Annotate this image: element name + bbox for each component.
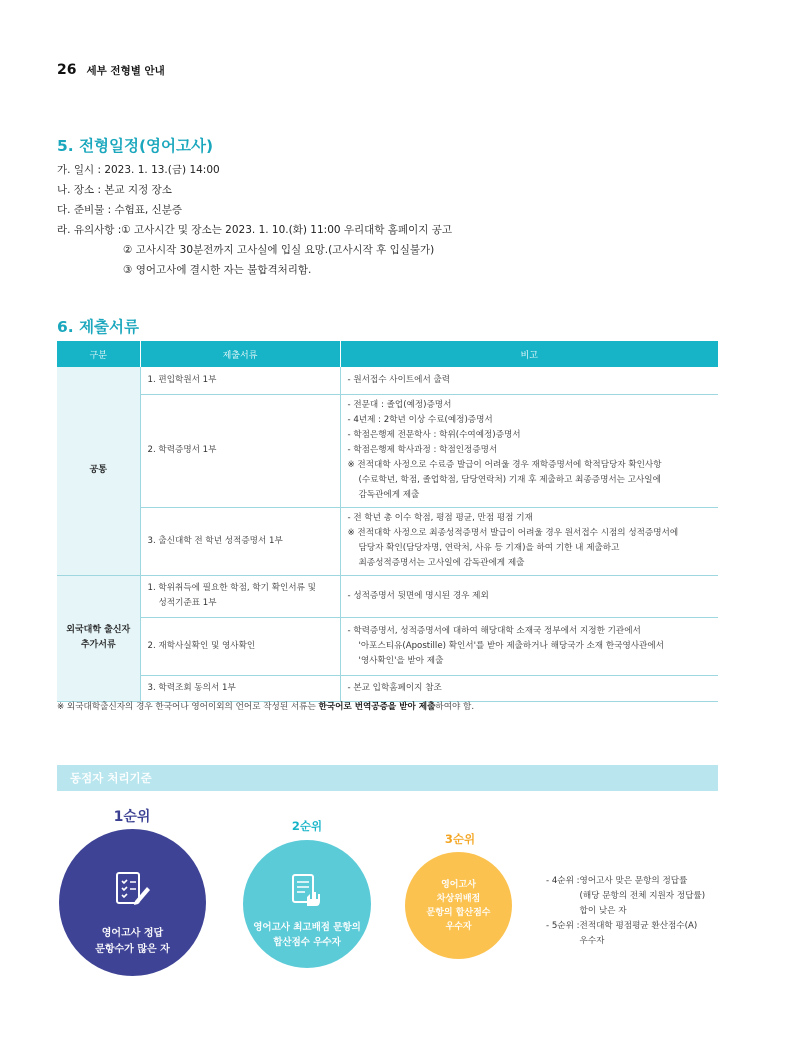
table-row [57, 575, 718, 617]
table-row [57, 617, 718, 675]
rank4-label: - 4순위 : [546, 876, 580, 886]
note-line: - 원서접수 사이트에서 출력 [347, 374, 451, 385]
doc-cell: 2. 재학사실확인 및 영사확인 [140, 617, 340, 675]
doc-cell: 3. 출신대학 전 학년 성적증명서 1부 [140, 507, 340, 575]
note-line: 최종성적증명서는 고사일에 감독관에게 제출 [358, 558, 525, 568]
table-row [57, 507, 718, 575]
section5-info [57, 160, 452, 280]
footnote-text-end: 하여야 함. [435, 702, 475, 712]
rank2-text-2: 합산점수 우수자 [273, 936, 341, 948]
note-3: ③ 영어고사에 결시한 자는 불합격처리함. [123, 264, 312, 276]
document-hand-icon [289, 873, 325, 914]
note-cell [340, 507, 718, 575]
note-line: '영사확인'을 받아 제출 [358, 655, 444, 666]
rank5-text [580, 919, 698, 949]
rank2-text-1: 영어고사 최고배점 문항의 [253, 921, 361, 933]
note-cell [340, 367, 718, 394]
documents-table [57, 341, 718, 702]
footnote-bold: 한국어로 번역공증을 받아 제출 [318, 702, 436, 712]
note-line: 담당자 확인(담당자명, 연락처, 사유 등 기재)을 하여 기한 내 제출하고 [358, 543, 620, 553]
note-line: ※ 전적대학 사정으로 최종성적증명서 발급이 어려울 경우 원서접수 시점의 성적증명서에 [347, 528, 679, 538]
section6-title: 6. 제출서류 [57, 318, 139, 336]
rank2-label: 2순위 [291, 819, 323, 833]
doc-cell: 1. 편입학원서 1부 [140, 367, 340, 394]
category-common: 공통 [57, 367, 140, 575]
tiebreak-title: 동점자 처리기준 [57, 765, 718, 791]
notes-label: 라. 유의사항 : [57, 224, 122, 236]
note-line: - 본교 입학홈페이지 참조 [347, 682, 442, 693]
doc-line: 성적기준표 1부 [158, 598, 217, 608]
note-line: - 전문대 : 졸업(예정)증명서 [347, 400, 452, 410]
rank3-label: 3순위 [444, 832, 476, 846]
foreign-label-2: 추가서류 [80, 640, 116, 650]
table-row [57, 367, 718, 394]
category-foreign [57, 575, 140, 701]
rank4-line: 합이 낮은 자 [579, 906, 627, 916]
document-pen-icon [113, 870, 153, 916]
section5-title: 5. 전형일정(영어고사) [57, 137, 214, 155]
rank3-text-4: 우수자 [445, 921, 472, 932]
rank3-circle [405, 852, 512, 959]
running-title: 세부 전형별 안내 [86, 65, 165, 77]
rank4-line: (해당 문항의 전체 지원자 정답률) [579, 891, 706, 901]
note-2: ② 고사시작 30분전까지 고사실에 입실 요망.(고사시작 후 입실불가) [123, 244, 435, 256]
foreign-label-1: 외국대학 출신자 [66, 625, 131, 635]
rank4-text [580, 874, 706, 919]
note-line: - 전 학년 총 이수 학점, 평점 평균, 만점 평점 기재 [347, 513, 533, 523]
rank3-text-2: 차상위배점 [436, 893, 481, 904]
note-line: (수료학년, 학점, 졸업학점, 담당연락처) 기재 후 제출하고 최종증명서는 고사일에 [358, 475, 661, 485]
col-header-notes: 비고 [340, 341, 718, 367]
rank1-circle [59, 829, 206, 976]
page-number: 26 [57, 62, 77, 78]
col-header-category: 구분 [57, 341, 140, 367]
rank4-line: 영어고사 맞은 문항의 정답률 [579, 876, 688, 886]
rank5-item [546, 919, 705, 949]
rank1-text-1: 영어고사 정답 [101, 927, 164, 939]
page-header [57, 62, 165, 78]
exam-items: 다. 준비물 : 수험표, 신분증 [57, 204, 182, 216]
rank5-line: 우수자 [579, 936, 605, 946]
rank-4-5-list [546, 874, 705, 949]
exam-place: 나. 장소 : 본교 지정 장소 [57, 184, 172, 196]
note-line: - 학력증명서, 성적증명서에 대하여 해당대학 소재국 정부에서 지정한 기관에서 [347, 625, 641, 636]
footnote-text: ※ 외국대학출신자의 경우 한국어나 영어이외의 언어로 작성된 서류는 [57, 702, 319, 712]
rank1-text-2: 문항수가 많은 자 [95, 943, 170, 955]
rank3-text-3: 문항의 합산점수 [426, 907, 491, 918]
note-line: '아포스티유(Apostille) 확인서'를 받아 제출하거나 해당국가 소재 한국영사관에서 [358, 640, 664, 651]
table-row [57, 675, 718, 701]
col-header-documents: 제출서류 [140, 341, 340, 367]
note-line: 감독관에게 제출 [358, 490, 420, 500]
rank3-text-1: 영어고사 [441, 879, 476, 890]
note-cell [340, 675, 718, 701]
rank1-label: 1순위 [113, 809, 151, 825]
exam-date: 가. 일시 : 2023. 1. 13.(금) 14:00 [57, 164, 220, 176]
rank5-line: 전적대학 평점평균 환산점수(A) [579, 921, 698, 931]
table-footnote [57, 700, 474, 712]
note-line: ※ 전적대학 사정으로 수료증 발급이 어려울 경우 재학증명서에 학적담당자 확인사항 [347, 460, 662, 470]
notes-first [57, 220, 452, 240]
rank5-label: - 5순위 : [546, 921, 580, 931]
note-cell [340, 394, 718, 507]
doc-cell: 2. 학력증명서 1부 [140, 394, 340, 507]
note-cell [340, 617, 718, 675]
doc-cell: 3. 학력조회 동의서 1부 [140, 675, 340, 701]
table-header-row [57, 341, 718, 367]
note-line: - 성적증명서 뒷면에 명시된 경우 제외 [347, 590, 489, 601]
table-row [57, 394, 718, 507]
note-line: - 학점은행제 학사과정 : 학점인정증명서 [347, 445, 498, 455]
rank2-circle [243, 840, 371, 968]
doc-cell [140, 575, 340, 617]
note-cell [340, 575, 718, 617]
doc-line: 1. 학위취득에 필요한 학점, 학기 확인서류 및 [147, 583, 316, 593]
note-1: ① 고사시간 및 장소는 2023. 1. 10.(화) 11:00 우리대학 홈페이지 공고 [121, 224, 452, 236]
rank4-item [546, 874, 705, 919]
note-line: - 학점은행제 전문학사 : 학위(수여예정)증명서 [347, 430, 521, 440]
note-line: - 4년제 : 2학년 이상 수료(예정)증명서 [347, 415, 493, 425]
